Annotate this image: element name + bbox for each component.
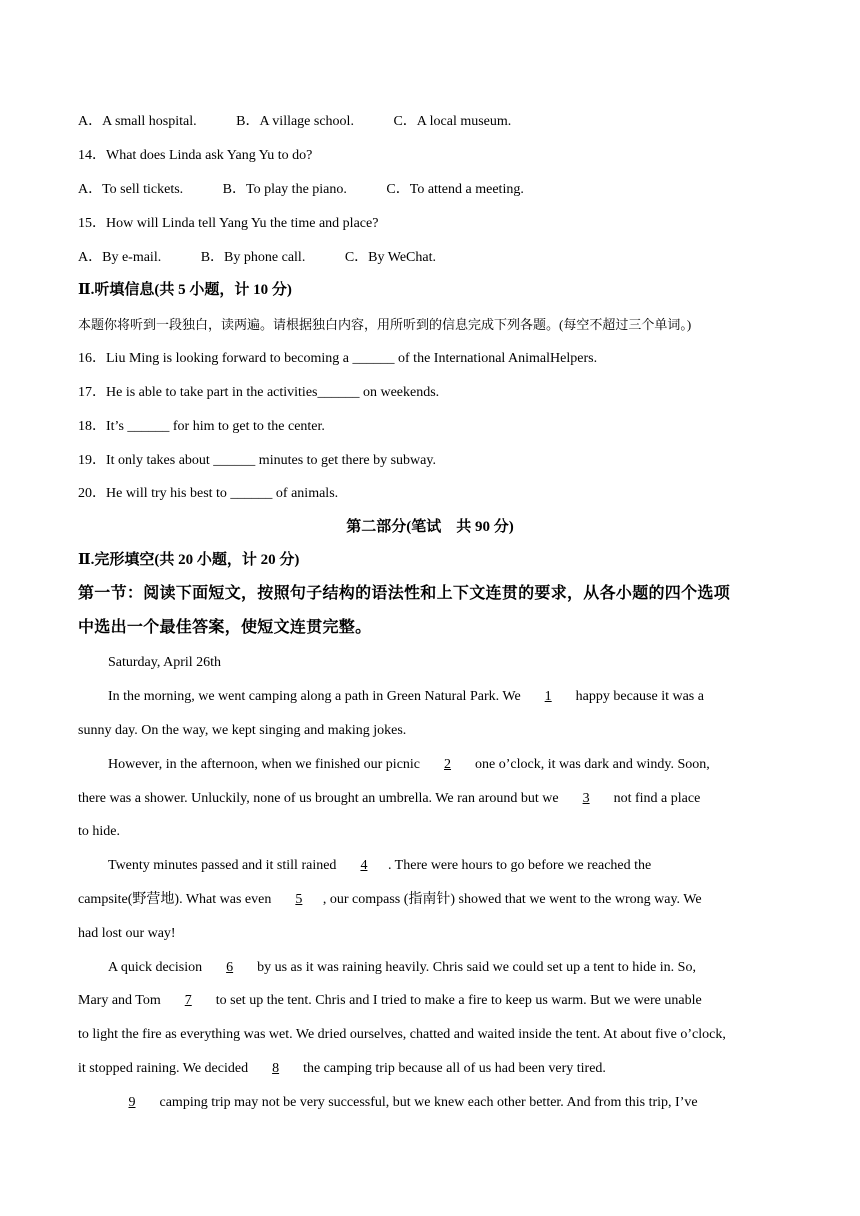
part2-title: 第二部分(笔试 共 90 分) [346,519,514,535]
passage-line [108,1094,698,1112]
passage-text: one o’clock, it was dark and windy. Soon, [471,757,710,772]
q14-question: 14．What does Linda ask Yang Yu to do? [78,148,313,163]
fill-item-18: 18．It’s ______ for him to get to the center. [78,419,325,434]
fill-item-19: 19．It only takes about ______ minutes to get there by subway. [78,453,436,468]
q14-option-b: B．To play the piano. [222,182,347,197]
passage-text: it stopped raining. We decided [78,1061,252,1076]
passage-line [78,992,702,1010]
passage-line: sunny day. On the way, we kept singing and making jokes. [78,723,407,738]
passage-text: , our compass (指南针) showed that we went to the wrong way. We [322,892,702,907]
passage-text: campsite(野营地). What was even [78,892,275,907]
passage-line: to hide. [78,824,120,839]
q13-option-a: A．A small hospital. [78,114,197,129]
fill-item-20: 20．He will try his best to ______ of animals. [78,486,339,501]
cloze-blank-2: 2 [444,757,452,772]
passage-line [78,790,700,808]
cloze-blank-1: 1 [544,689,552,704]
passage-line [78,891,702,909]
q15-option-c: C．By WeChat. [344,250,436,265]
cloze-blank-9: 9 [128,1095,136,1110]
passage-text: Twenty minutes passed and it still rained [108,858,340,873]
passage-text: by us as it was raining heavily. Chris said we could set up a tent to hide in. So, [253,960,696,975]
passage-text: camping trip may not be very successful, but we knew each other better. And from this trip, I’ve [156,1095,698,1110]
fill-item-17: 17．He is able to take part in the activities______ on weekends. [78,385,440,400]
q14-option-a: A．To sell tickets. [78,182,184,197]
cloze-blank-5: 5 [295,892,303,907]
passage-line [78,1060,606,1078]
passage-line [108,857,651,875]
passage-text: . There were hours to go before we reached the [387,858,652,873]
q15-question: 15．How will Linda tell Yang Yu the time and place? [78,216,379,231]
q14-option-c: C．To attend a meeting. [386,182,524,197]
passage-line: had lost our way! [78,926,176,941]
passage-date: Saturday, April 26th [108,655,222,670]
section-heading-cloze: Ⅱ.完形填空(共 20 小题，计 20 分) [78,552,300,568]
section-heading-listening-fill: Ⅱ.听填信息(共 5 小题，计 10 分) [78,282,292,298]
passage-text: A quick decision [108,960,206,975]
passage-text: there was a shower. Unluckily, none of us brought an umbrella. We ran around but we [78,791,563,806]
fill-item-16: 16．Liu Ming is looking forward to becoming a ______ of the International AnimalHelpers. [78,351,598,366]
passage-text: However, in the afternoon, when we finished our picnic [108,757,424,772]
passage-line [108,959,696,977]
cloze-instruction-line-2: 中选出一个最佳答案，使短文连贯完整。 [78,619,372,636]
q14-options [78,181,560,199]
passage-text: In the morning, we went camping along a path in Green Natural Park. We [108,689,525,704]
section-instruction: 本题你将听到一段独白，读两遍。请根据独白内容，用所听到的信息完成下列各题。(每空不超过三个单词。) [78,317,692,332]
q15-option-b: B．By phone call. [200,250,306,265]
cloze-blank-8: 8 [272,1061,280,1076]
passage-text: the camping trip because all of us had been very tired. [299,1061,606,1076]
passage-line [108,688,704,706]
cloze-blank-6: 6 [226,960,234,975]
cloze-instruction-line-1: 第一节：阅读下面短文，按照句子结构的语法性和上下文连贯的要求，从各小题的四个选项 [78,585,731,602]
passage-text: not find a place [610,791,701,806]
q13-option-b: B．A village school. [236,114,354,129]
q13-option-c: C．A local museum. [393,114,512,129]
q13-options [78,113,547,131]
cloze-blank-4: 4 [360,858,368,873]
q15-options [78,249,472,267]
passage-text: to set up the tent. Chris and I tried to make a fire to keep us warm. But we were unable [212,993,702,1008]
cloze-blank-3: 3 [582,791,590,806]
q15-option-a: A．By e-mail. [78,250,162,265]
passage-line [108,756,710,774]
passage-text: happy because it was a [572,689,704,704]
passage-line: to light the fire as everything was wet. We dried ourselves, chatted and waited inside the tent. At about five o’clock, [78,1027,726,1042]
cloze-blank-7: 7 [184,993,192,1008]
passage-text: Mary and Tom [78,993,165,1008]
